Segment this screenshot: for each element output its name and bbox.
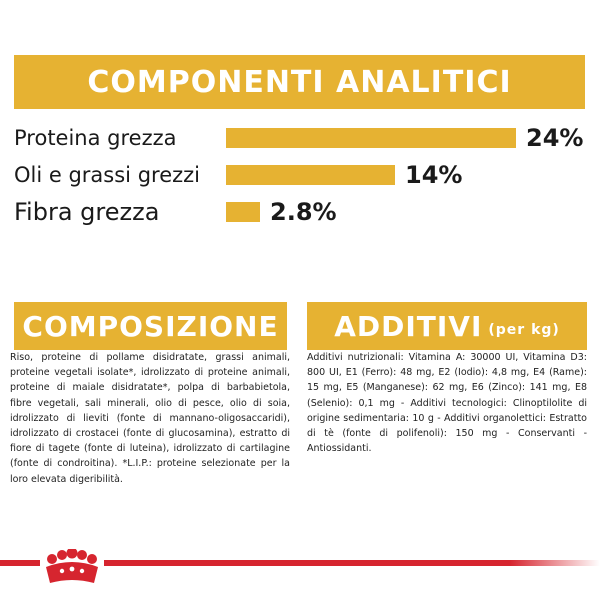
nutrient-row-fiber [14, 194, 594, 230]
nutrient-label: Proteina grezza [14, 126, 177, 150]
nutrient-label: Fibra grezza [14, 198, 160, 226]
composizione-banner [14, 302, 287, 350]
nutrient-row-protein [14, 120, 594, 156]
nutrient-bar [226, 165, 395, 185]
page-title: COMPONENTI ANALITICI [87, 64, 512, 100]
additivi-heading: ADDITIVI [334, 309, 483, 343]
nutrient-row-fat [14, 157, 594, 193]
composizione-heading: COMPOSIZIONE [22, 309, 279, 343]
nutrient-value: 14% [405, 161, 463, 189]
additivi-banner [307, 302, 587, 350]
nutrient-bar [226, 128, 516, 148]
nutrient-label: Oli e grassi grezzi [14, 163, 200, 187]
additivi-heading-unit: (per kg) [488, 322, 560, 338]
nutrient-value: 24% [526, 124, 584, 152]
title-banner [14, 55, 585, 109]
royal-canin-crown-logo [40, 549, 104, 591]
nutrient-value: 2.8% [270, 198, 337, 226]
composizione-text: Riso, proteine di pollame disidratate, grassi animali, proteine vegetali isolate*, idrolizzato di proteine animali, proteine di maiale disidratate*, polpa di barbabietola, fibre vegetali, sali minerali, olio di pesce, olio di soia, idrolizzato di lieviti (fonte di mannano-oligosaccaridi), idrolizzato di crostacei (fonte di glucosamina), estratto di fiore di tagete (fonte di luteina), idrolizzato di cartilagine (fonte di condroitina). *L.I.P.: proteine selezionate per la loro elevata digeribilità. [10, 352, 290, 485]
nutrient-bar [226, 202, 260, 222]
additivi-text: Additivi nutrizionali: Vitamina A: 30000 UI, Vitamina D3: 800 UI, E1 (Ferro): 48 mg, E2 (Iodio): 4,8 mg, E4 (Rame): 15 mg, E5 (Manganese): 62 mg, E6 (Zinco): 141 mg, E8 (Selenio): 0,1 mg - Additivi tecnologici: Clinoptilolite di origine sedimentaria: 10 g - Additivi organolettici: Estratto di tè (fonte di polifenoli): 150 mg - Conservanti - Antiossidanti. [307, 352, 587, 455]
